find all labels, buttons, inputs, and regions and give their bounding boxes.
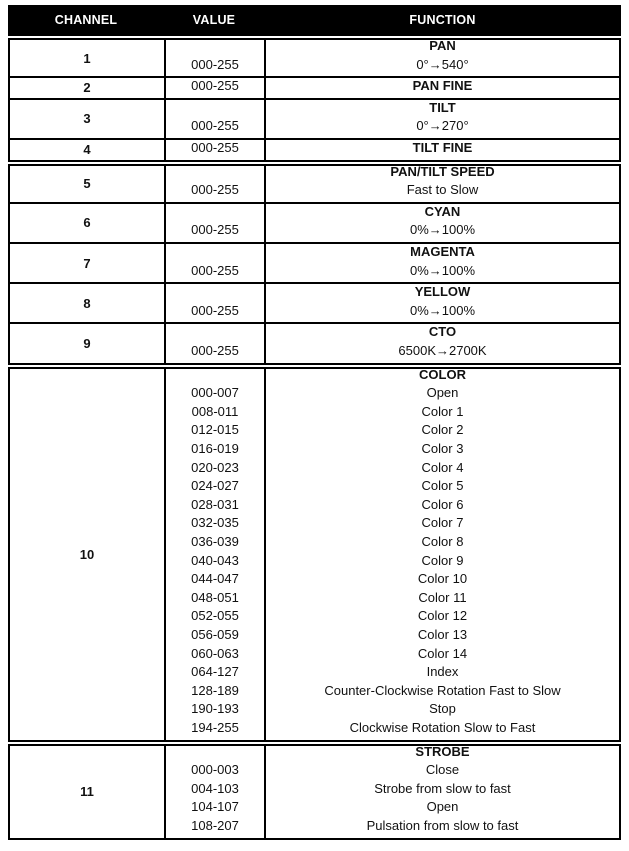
value-cell xyxy=(166,746,266,838)
function-text: 0°→270° xyxy=(416,118,469,134)
function-text: Index xyxy=(426,664,459,680)
value-range: 000-007 xyxy=(191,385,239,401)
table-row xyxy=(8,100,621,140)
table-row xyxy=(8,38,621,78)
value-range: 044-047 xyxy=(191,571,239,587)
function-title: STROBE xyxy=(415,743,470,759)
value-range: 128-189 xyxy=(191,682,239,698)
header-function: FUNCTION xyxy=(409,13,476,27)
function-text: Color 10 xyxy=(417,571,468,587)
value-range: 032-035 xyxy=(191,515,239,531)
table-row xyxy=(8,367,621,742)
channel-cell: 11 xyxy=(10,746,166,838)
value-range: 064-127 xyxy=(191,664,239,680)
function-cell xyxy=(266,140,619,160)
function-text: TILT FINE xyxy=(412,139,473,155)
function-text: Stop xyxy=(429,701,456,717)
function-text: Color 11 xyxy=(418,589,467,605)
value-range: 012-015 xyxy=(191,422,239,438)
value-cell xyxy=(166,40,266,76)
function-text: 0%→100% xyxy=(409,302,476,318)
function-text: Pulsation from slow to fast xyxy=(366,817,519,833)
value-range: 036-039 xyxy=(191,533,239,549)
value-cell xyxy=(166,78,266,98)
value-cell xyxy=(166,369,266,740)
function-title: PAN/TILT SPEED xyxy=(390,163,495,179)
function-cell xyxy=(266,324,619,362)
function-cell xyxy=(266,366,619,740)
channel-cell: 10 xyxy=(10,369,166,740)
header-value: VALUE xyxy=(192,13,236,27)
channel-cell: 2 xyxy=(10,78,166,98)
value-range: 190-193 xyxy=(191,701,239,717)
function-cell xyxy=(266,100,619,138)
function-text: 0%→100% xyxy=(409,222,476,238)
function-text: Fast to Slow xyxy=(406,182,479,198)
channel-cell: 3 xyxy=(10,100,166,138)
function-text: Color 6 xyxy=(421,496,464,512)
function-text: Color 3 xyxy=(421,441,464,456)
channel-cell: 4 xyxy=(10,140,166,160)
function-text: Counter-Clockwise Rotation Fast to Slow xyxy=(324,682,561,698)
function-text: 0°→540° xyxy=(416,56,469,72)
table-row xyxy=(8,244,621,284)
value-range: 004-103 xyxy=(191,780,239,796)
function-title: YELLOW xyxy=(414,284,471,300)
value-range: 108-207 xyxy=(191,817,239,833)
value-range: 000-255 xyxy=(191,78,239,94)
function-text: Open xyxy=(426,799,459,815)
dmx-channel-table xyxy=(8,5,621,840)
value-cell xyxy=(166,166,266,202)
value-range: 194-255 xyxy=(191,719,239,735)
value-range: 000-255 xyxy=(191,262,239,278)
channel-cell: 8 xyxy=(10,284,166,322)
table-header xyxy=(8,5,621,36)
value-range: 040-043 xyxy=(191,552,239,568)
function-title: MAGENTA xyxy=(410,243,475,259)
value-range: 000-255 xyxy=(191,222,239,238)
function-text: Color 8 xyxy=(421,533,464,549)
function-cell xyxy=(266,40,619,76)
table-row xyxy=(8,284,621,324)
function-cell xyxy=(266,204,619,242)
channel-cell: 7 xyxy=(10,244,166,282)
channel-cell: 5 xyxy=(10,166,166,202)
value-range: 060-063 xyxy=(191,645,239,661)
value-range: 000-003 xyxy=(191,762,239,778)
function-text: Color 14 xyxy=(417,645,468,661)
table-row xyxy=(8,744,621,840)
value-range: 000-255 xyxy=(191,56,239,72)
value-range: 000-255 xyxy=(191,182,239,198)
value-cell xyxy=(166,324,266,362)
function-title: PAN xyxy=(429,38,456,53)
value-range: 000-255 xyxy=(191,118,239,134)
function-cell xyxy=(266,244,619,282)
table-row xyxy=(8,164,621,204)
table-row xyxy=(8,324,621,364)
function-text: Close xyxy=(425,762,460,778)
channel-cell: 9 xyxy=(10,324,166,362)
function-cell xyxy=(266,743,619,838)
value-range: 048-051 xyxy=(191,589,239,605)
table-row xyxy=(8,140,621,162)
value-range: 104-107 xyxy=(191,799,239,815)
value-range: 056-059 xyxy=(191,626,239,642)
function-text: 0%→100% xyxy=(409,262,476,278)
function-text: Color 9 xyxy=(421,552,464,568)
function-text: Clockwise Rotation Slow to Fast xyxy=(349,719,536,735)
function-text: Color 4 xyxy=(421,459,464,475)
function-text: Open xyxy=(426,385,459,401)
function-cell xyxy=(266,78,619,98)
channel-cell: 1 xyxy=(10,40,166,76)
function-title: CYAN xyxy=(424,203,461,219)
function-text: PAN FINE xyxy=(412,78,473,94)
channel-cell: 6 xyxy=(10,204,166,242)
header-channel: CHANNEL xyxy=(54,13,118,27)
function-text: Color 1 xyxy=(421,403,464,419)
value-cell xyxy=(166,204,266,242)
value-range: 020-023 xyxy=(191,459,239,475)
table-row xyxy=(8,204,621,244)
value-range: 000-255 xyxy=(191,139,239,155)
function-title: COLOR xyxy=(419,366,466,382)
value-range: 024-027 xyxy=(191,478,239,494)
function-title: CTO xyxy=(428,324,457,340)
function-title: TILT xyxy=(429,99,456,115)
value-range: 000-255 xyxy=(191,302,239,318)
function-cell xyxy=(266,163,619,202)
table-row xyxy=(8,78,621,100)
value-range: 028-031 xyxy=(191,496,239,512)
value-cell xyxy=(166,100,266,138)
function-text: Color 5 xyxy=(421,478,464,494)
function-text: Color 13 xyxy=(417,626,468,642)
value-range: 052-055 xyxy=(191,608,239,624)
table-body xyxy=(8,38,621,840)
value-cell xyxy=(166,284,266,322)
function-cell xyxy=(266,284,619,322)
value-cell xyxy=(166,140,266,160)
function-text: Strobe from slow to fast xyxy=(374,780,511,796)
value-cell xyxy=(166,244,266,282)
value-range: 000-255 xyxy=(191,342,239,358)
value-range: 016-019 xyxy=(191,441,239,456)
function-text: Color 12 xyxy=(417,608,468,624)
function-text: Color 2 xyxy=(421,422,464,438)
function-text: Color 7 xyxy=(421,515,464,531)
function-text: 6500K→2700K xyxy=(398,342,487,358)
value-range: 008-011 xyxy=(191,403,239,419)
